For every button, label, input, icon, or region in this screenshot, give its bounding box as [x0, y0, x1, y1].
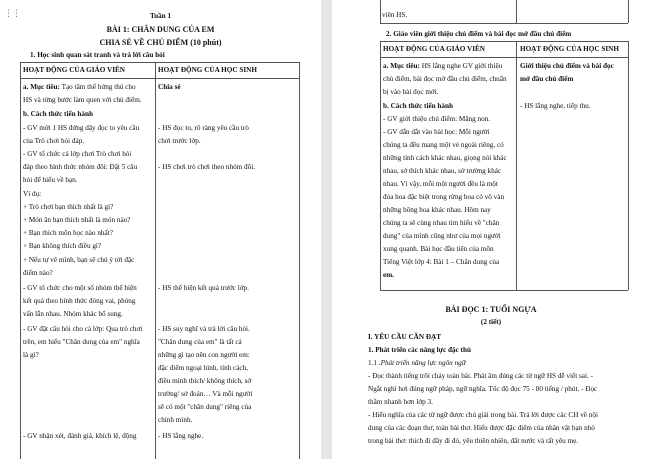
table-cell-line: nhau. Vì vậy, mỗi một người đều là một: [383, 180, 498, 188]
body-paragraph-line: - Hiểu nghĩa của các từ ngữ được chú giải trong bài. Trả lời được các CH về nội: [368, 411, 598, 419]
body-paragraph-line: - Đọc thành tiếng trôi chảy toàn bài. Phát âm đúng các từ ngữ HS dễ viết sai. -: [368, 372, 593, 380]
table-cell-line: - HS chơi trò chơi theo nhóm đôi.: [158, 163, 256, 171]
column-header-teacher: HOẠT ĐỘNG CỦA GIÁO VIÊN: [383, 45, 485, 53]
table-cell-line: vấn lẫn nhau. Nhóm khác bổ sung.: [23, 310, 123, 318]
table-cell-line: - GV dẫn dắt vào bài học: Mỗi người: [383, 128, 490, 136]
table-cell-line: mở đầu chủ điểm: [520, 75, 574, 83]
table-cell-line: những tính cách khác nhau, giọng nói khác: [383, 154, 507, 162]
table-cell-line: b. Cách thức tiến hành: [383, 102, 454, 110]
column-header-teacher: HOẠT ĐỘNG CỦA GIÁO VIÊN: [23, 66, 125, 74]
section-heading-2: 2. Giáo viên giới thiệu chủ điểm và bài đọc mở đầu chủ điểm: [386, 30, 572, 38]
requirements-subheading: 1. Phát triển các năng lực đặc thù: [368, 346, 471, 354]
table-cell-line: a. Mục tiêu: HS lắng nghe GV giới thiệu: [383, 62, 503, 70]
continued-line: viên HS.: [382, 11, 408, 19]
table-cell-line: - HS suy nghĩ và trả lời câu hỏi.: [158, 325, 250, 333]
table-border: [20, 78, 299, 79]
table-cell-line: chúng ta sẽ cùng nhau tìm hiểu về "chân: [383, 219, 500, 227]
table-cell-line: Tiếng Việt lớp 4: Bài 1 – Chân dung của: [383, 258, 500, 266]
reading-title: BÀI ĐỌC 1: TUỔI NGỰA: [445, 305, 537, 314]
document-page-1: [0, 0, 321, 459]
table-cell-line: HS và từng bước làm quen với chủ điểm.: [23, 96, 142, 104]
table-cell-line: chúng ta đều mang một vẻ ngoài riêng, có: [383, 141, 504, 149]
document-page-2: [332, 0, 650, 459]
table-cell-line: những gì tạo nên con người em:: [158, 351, 250, 359]
table-cell-line: kết quả theo hình thức đóng vai, phỏng: [23, 297, 136, 305]
table-border: [516, 0, 517, 23]
table-cell-line: điểm nào?: [23, 269, 53, 277]
table-cell-line: - HS lắng nghe, tiếp thu.: [520, 102, 591, 110]
table-cell-line: + Trò chơi bạn thích nhất là gì?: [23, 203, 114, 211]
table-cell-line: những bông hoa khác nhau. Hôm nay: [383, 206, 491, 214]
table-cell-line: chính mình.: [158, 416, 193, 424]
table-cell-line: - HS thể hiện kết quả trước lớp.: [158, 284, 249, 292]
table-cell-line: b. Cách thức tiến hành: [23, 110, 94, 118]
table-cell-line: - GV giới thiệu chủ điểm: Măng non.: [383, 115, 491, 123]
requirements-item: 1.1 .Phát triển năng lực ngôn ngữ: [368, 359, 466, 367]
table-border: [380, 23, 628, 24]
reading-periods: (2 tiết): [480, 318, 502, 326]
table-cell-line: trường/ sở đoản… Và mỗi người: [158, 390, 253, 398]
table-cell-line: Ví dụ:: [23, 190, 42, 198]
move-handle-icon[interactable]: ⋮⋮: [4, 9, 20, 19]
table-border: [380, 0, 381, 23]
column-header-student: HOẠT ĐỘNG CỦA HỌC SINH: [158, 66, 257, 74]
column-header-student: HOẠT ĐỘNG CỦA HỌC SINH: [520, 45, 619, 53]
section-heading-1: 1. Học sinh quan sát tranh và trả lời câu hỏi: [30, 51, 165, 59]
requirements-heading: I. YÊU CẦU CẦN ĐẠT: [368, 333, 442, 341]
table-border: [299, 62, 300, 459]
table-cell-line: dung" của mình cũng như của mọi người: [383, 232, 501, 240]
table-cell-line: bị vào bài đọc mới.: [383, 88, 439, 96]
table-cell-line: nhau, sở thích khác nhau, sở trường khác: [383, 167, 502, 175]
table-cell-line: chủ điểm, bài đọc mở đầu chủ điểm, chuẩn: [383, 75, 507, 83]
table-cell-line: - GV đặt câu hỏi cho cả lớp: Qua trò chơi: [23, 325, 143, 333]
table-border: [380, 41, 381, 290]
table-cell-line: em.: [383, 271, 394, 279]
body-paragraph-line: trong bài thơ: thích đi đây đi đó, yêu thiên nhiên, đất nước và rất yêu mẹ.: [368, 437, 579, 445]
table-cell-line: đặc điểm ngoại hình, tính cách,: [158, 364, 249, 372]
body-paragraph-line: thầm nhanh hơn lớp 3.: [368, 398, 433, 406]
week-label: Tuần 1: [149, 12, 172, 20]
table-border: [628, 0, 629, 23]
table-cell-line: trên, em hiểu "Chân dung của em" nghĩa: [23, 338, 140, 346]
table-cell-line: - GV nhận xét, đánh giá, khích lệ, động: [23, 432, 137, 440]
table-cell-line: đáp theo hình thức nhóm đôi: Đặt 5 câu: [23, 163, 138, 171]
table-cell-line: Giới thiệu chủ điểm và bài đọc: [520, 62, 614, 70]
table-border: [155, 62, 156, 459]
table-cell-line: xung quanh. Bài học đầu tiên của môn: [383, 245, 494, 253]
table-border: [380, 57, 628, 58]
table-cell-line: - HS đọc to, rõ ràng yêu cầu trò: [158, 124, 249, 132]
body-paragraph-line: Ngắt nghỉ hơi đúng ngữ pháp, ngữ nghĩa. Tốc độ đọc 75 - 80 tiếng / phút. - Đọc: [368, 385, 598, 393]
table-border: [380, 41, 628, 42]
table-cell-line: là gì?: [23, 351, 39, 359]
table-cell-line: + Món ăn bạn thích nhất là món nào?: [23, 216, 131, 224]
table-border: [628, 41, 629, 290]
table-cell-line: chơi trước lớp.: [158, 137, 201, 145]
table-cell-line: - GV tổ chức cho một số nhóm thể hiện: [23, 284, 137, 292]
table-cell-line: của Trò chơi hỏi đáp.: [23, 137, 85, 145]
table-cell-line: hỏi để hiểu về bạn.: [23, 176, 78, 184]
table-border: [516, 41, 517, 290]
table-cell-line: Chia sẻ: [158, 83, 181, 91]
table-cell-line: + Bạn không thích điều gì?: [23, 242, 102, 250]
body-paragraph-line: dung của các đoạn thơ, toàn bài thơ. Hiểu được đặc điểm của nhân vật bạn nhỏ: [368, 424, 595, 432]
table-border: [20, 62, 21, 459]
table-border: [20, 62, 299, 63]
table-cell-line: "Chân dung của em" là tất cả: [158, 338, 242, 346]
table-cell-line: + Nếu tự vẽ mình, bạn sẽ chú ý tới đặc: [23, 256, 135, 264]
table-cell-line: sẽ có một "chân dung" riêng của: [158, 403, 252, 411]
lesson-subtitle: CHIA SẺ VỀ CHỦ ĐIỂM (10 phút): [99, 38, 222, 47]
table-cell-line: a. Mục tiêu: Tạo tâm thế hứng thú cho: [23, 83, 136, 91]
table-cell-line: - HS lắng nghe.: [158, 432, 204, 440]
table-cell-line: điều mình thích/ không thích, sở: [158, 377, 252, 385]
table-border: [380, 290, 628, 291]
table-cell-line: đóa hoa đặc biệt trong rừng hoa có vô vàn: [383, 193, 505, 201]
table-cell-line: + Bạn thích môn học nào nhất?: [23, 229, 113, 237]
lesson-title: BÀI 1: CHÂN DUNG CỦA EM: [106, 25, 215, 34]
table-cell-line: - GV tổ chức cả lớp chơi Trò chơi hỏi: [23, 150, 132, 158]
table-cell-line: - GV mời 1 HS đứng dậy đọc to yêu cầu: [23, 124, 140, 132]
